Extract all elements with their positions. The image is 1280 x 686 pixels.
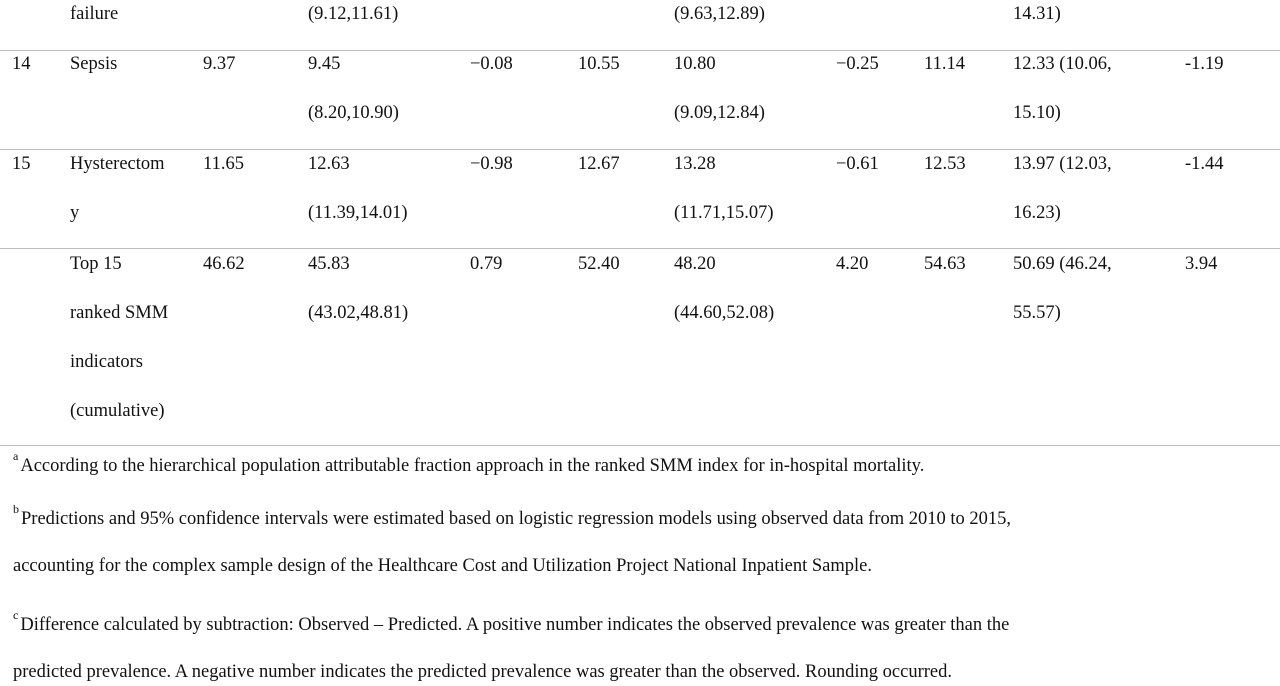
observed-2020: 11.14 <box>924 54 965 74</box>
difference-2010: −0.98 <box>470 154 513 174</box>
predicted-2020: 14.31) <box>1013 4 1061 24</box>
predicted-2010: (9.12,11.61) <box>308 4 399 24</box>
indicator-name: indicators <box>70 352 143 372</box>
predicted-2015: (9.63,12.89) <box>674 4 765 24</box>
predicted-2015: (9.09,12.84) <box>674 103 765 123</box>
predicted-2015: 48.20 <box>674 254 716 274</box>
difference-2010: 0.79 <box>470 254 503 274</box>
predicted-2020: 12.33 (10.06, <box>1013 54 1112 74</box>
predicted-2010: (43.02,48.81) <box>308 303 409 323</box>
row-number: 15 <box>12 154 31 174</box>
footnote-text: accounting for the complex sample design of the Healthcare Cost and Utilization Project National Inpatient Sample. <box>13 556 872 576</box>
predicted-2010: 9.45 <box>308 54 341 74</box>
indicator-name: Hysterectom <box>70 154 165 174</box>
predicted-2020: 15.10) <box>1013 103 1061 123</box>
observed-2015: 10.55 <box>578 54 620 74</box>
predicted-2020: 55.57) <box>1013 303 1061 323</box>
indicator-name: (cumulative) <box>70 401 165 421</box>
difference-2020: 3.94 <box>1185 254 1218 274</box>
observed-2015: 52.40 <box>578 254 620 274</box>
observed-2020: 12.53 <box>924 154 966 174</box>
predicted-2010: (8.20,10.90) <box>308 103 399 123</box>
predicted-2020: 16.23) <box>1013 203 1061 223</box>
footnote-text: Difference calculated by subtraction: Observed – Predicted. A positive number indicates the observed prevalence was greater than the <box>20 615 1010 636</box>
predicted-2010: 12.63 <box>308 154 350 174</box>
difference-2015: −0.61 <box>836 154 879 174</box>
footnote-mark: a <box>13 449 19 463</box>
predicted-2015: (44.60,52.08) <box>674 303 775 323</box>
footnote-a <box>13 447 924 479</box>
observed-2015: 12.67 <box>578 154 620 174</box>
footnote-b <box>13 500 1011 532</box>
observed-2010: 11.65 <box>203 154 244 174</box>
footnote-mark: b <box>13 502 19 516</box>
footnote-c <box>13 659 952 685</box>
indicator-name: failure <box>70 4 119 24</box>
predicted-2015: 13.28 <box>674 154 716 174</box>
footnote-c <box>13 606 1009 638</box>
predicted-2015: 10.80 <box>674 54 716 74</box>
footnote-mark: c <box>13 608 19 622</box>
observed-2020: 54.63 <box>924 254 966 274</box>
indicator-name: Top 15 <box>70 254 122 274</box>
footnote-text: Predictions and 95% confidence intervals were estimated based on logistic regression models using observed data from 2010 to 2015, <box>21 509 1012 530</box>
indicator-name: y <box>70 203 80 223</box>
difference-2015: 4.20 <box>836 254 869 274</box>
row-number: 14 <box>12 54 31 74</box>
predicted-2020: 50.69 (46.24, <box>1013 254 1112 274</box>
difference-2015: −0.25 <box>836 54 879 74</box>
indicator-name: ranked SMM <box>70 303 169 323</box>
difference-2010: −0.08 <box>470 54 513 74</box>
indicator-name: Sepsis <box>70 54 118 74</box>
footnote-text: predicted prevalence. A negative number indicates the predicted prevalence was greater than the observed. Rounding occurred. <box>13 662 952 682</box>
difference-2020: -1.44 <box>1185 154 1224 174</box>
observed-2010: 46.62 <box>203 254 245 274</box>
predicted-2010: (11.39,14.01) <box>308 203 408 223</box>
row-divider <box>0 445 1280 446</box>
footnote-b <box>13 553 872 579</box>
predicted-2015: (11.71,15.07) <box>674 203 774 223</box>
observed-2010: 9.37 <box>203 54 236 74</box>
predicted-2020: 13.97 (12.03, <box>1013 154 1112 174</box>
difference-2020: -1.19 <box>1185 54 1224 74</box>
predicted-2010: 45.83 <box>308 254 350 274</box>
footnote-text: According to the hierarchical population attributable fraction approach in the ranked SMM index for in-hospital mortality. <box>20 456 925 477</box>
